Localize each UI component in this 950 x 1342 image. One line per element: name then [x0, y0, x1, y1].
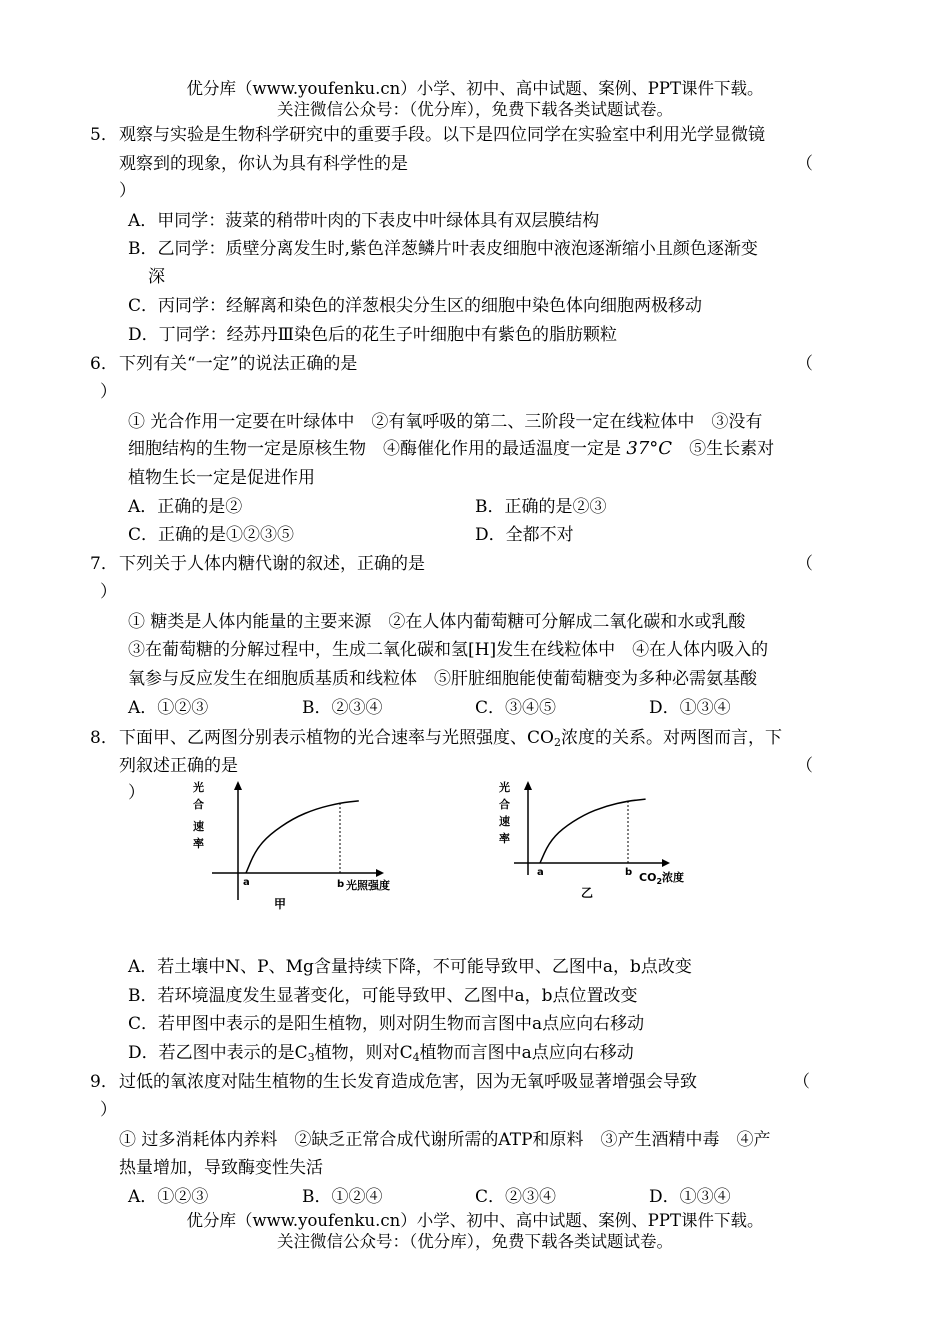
q7-items-line-3: 氧参与反应发生在细胞质基质和线粒体 ⑤肝脏细胞能使葡萄糖变为多种必需氨基酸 [128, 669, 757, 689]
q9-option-d: D．①③④ [649, 1187, 731, 1207]
q9-option-b: B．①②④ [302, 1187, 383, 1207]
q6-stem: 下列有关“一定”的说法正确的是 [119, 354, 358, 374]
chart-jia-ylabel-1: 光 [193, 781, 204, 794]
chart-yi-ylabel-2: 合 [499, 798, 510, 811]
q5-option-b-line-1: B．乙同学：质壁分离发生时,紫色洋葱鳞片叶表皮细胞中液泡逐渐缩小且颜色逐渐变 [128, 239, 758, 259]
q8-option-c: C．若甲图中表示的是阳生植物，则对阴生物而言图中a点应向右移动 [128, 1014, 645, 1034]
chart-yi-xlabel [639, 870, 684, 886]
chart-yi-curve [540, 799, 646, 863]
chart-yi-x-arrow [662, 859, 670, 867]
q8-option-a: A．若土壤中N、P、Mg含量持续下降，不可能导致甲、乙图中a，b点改变 [128, 957, 692, 977]
chart-jia-ylabel-2: 合 [193, 798, 204, 811]
chart-yi [488, 775, 728, 915]
footer-line-2: 关注微信公众号：（优分库），免费下载各类试题试卷。 [277, 1232, 673, 1251]
q8-paren-open: （ [796, 756, 813, 776]
q8-paren-close: ） [128, 783, 145, 803]
chart-jia-tick-b: b [337, 879, 345, 890]
q8-stem-line-2: 列叙述正确的是 [119, 756, 238, 776]
q6-temperature: 37°C [626, 438, 673, 459]
q5-option-a: A．甲同学：菠菜的稍带叶肉的下表皮中叶绿体具有双层膜结构 [128, 211, 600, 231]
chart-yi-ylabel-4: 率 [499, 832, 510, 845]
q6-paren-open: （ [796, 354, 813, 374]
header-line-2: 关注微信公众号：（优分库），免费下载各类试题试卷。 [277, 100, 673, 119]
q5-stem-line-1: 观察与实验是生物科学研究中的重要手段。以下是四位同学在实验室中利用光学显微镜 [119, 125, 765, 145]
chart-yi-y-arrow [524, 781, 532, 790]
chart-yi-xlabel-sub: 2 [656, 877, 663, 886]
q7-items-line-2: ③在葡萄糖的分解过程中，生成二氧化碳和氢[H]发生在线粒体中 ④在人体内吸入的 [128, 640, 769, 660]
chart-yi-xlabel-nongdu: 浓度 [662, 871, 685, 884]
q6-number: 6． [90, 354, 118, 374]
chart-yi-title: 乙 [581, 886, 594, 900]
q9-option-a: A．①②③ [128, 1187, 209, 1207]
q8-stem-1b: 浓度的关系。对两图而言，下 [560, 728, 782, 748]
q7-paren-open: （ [796, 554, 813, 574]
chart-jia-tick-a: a [243, 877, 250, 888]
q8-stem-line-1 [119, 727, 782, 749]
q7-items-line-1: ① 糖类是人体内能量的主要来源 ②在人体内葡萄糖可分解成二氧化碳和水或乳酸 [128, 612, 746, 632]
q8-option-d-sub3: 3 [307, 1051, 315, 1064]
q5-paren-close: ） [119, 181, 136, 201]
chart-jia [180, 775, 420, 915]
q8-number: 8． [90, 728, 118, 748]
q8-option-d-a: D．若乙图中表示的是C [128, 1043, 308, 1063]
q8-option-d [128, 1042, 634, 1064]
chart-jia-curve [246, 801, 359, 873]
q6-option-d: D．全都不对 [475, 525, 574, 545]
q9-paren-open: （ [793, 1072, 810, 1092]
q7-number: 7． [90, 554, 118, 574]
chart-yi-ylabel-1: 光 [499, 781, 510, 794]
q8-stem-co2-sub: 2 [553, 736, 561, 749]
header-line-1: 优分库（www.youfenku.cn）小学、初中、高中试题、案例、PPT课件下载。 [186, 79, 764, 98]
q7-stem: 下列关于人体内糖代谢的叙述，正确的是 [119, 554, 425, 574]
q6-items-line-2a: 细胞结构的生物一定是原核生物 ④酶催化作用的最适温度一定是 [128, 439, 627, 459]
q7-option-d: D．①③④ [649, 698, 731, 718]
q9-stem: 过低的氧浓度对陆生植物的生长发育造成危害，因为无氧呼吸显著增强会导致 [119, 1072, 697, 1092]
q9-items-line-1: ① 过多消耗体内养料 ②缺乏正常合成代谢所需的ATP和原料 ③产生酒精中毒 ④产 [119, 1130, 771, 1150]
q6-paren-close: ） [100, 382, 117, 402]
q5-option-b-line-2: 深 [148, 267, 165, 287]
q9-paren-close: ） [100, 1100, 117, 1120]
q8-option-d-c: 植物而言图中a点应向右移动 [419, 1043, 634, 1063]
chart-jia-y-arrow [234, 781, 242, 790]
q9-items-line-2: 热量增加，导致酶变性失活 [119, 1158, 323, 1178]
chart-yi-xlabel-co: CO [639, 871, 657, 884]
q9-option-c: C．②③④ [475, 1187, 557, 1207]
q6-option-b: B．正确的是②③ [475, 497, 607, 517]
chart-yi-tick-a: a [537, 867, 544, 878]
q5-option-c: C．丙同学：经解离和染色的洋葱根尖分生区的细胞中染色体向细胞两极移动 [128, 296, 703, 316]
q8-option-d-b: 植物，则对C [314, 1043, 413, 1063]
q7-option-a: A．①②③ [128, 698, 209, 718]
q6-option-a: A．正确的是② [128, 497, 243, 517]
chart-yi-tick-b: b [625, 867, 633, 878]
chart-jia-title: 甲 [274, 897, 287, 911]
q6-items-line-2b: ⑤生长素对 [672, 439, 775, 459]
footer-line-1: 优分库（www.youfenku.cn）小学、初中、高中试题、案例、PPT课件下载。 [186, 1211, 764, 1230]
q6-option-c: C．正确的是①②③⑤ [128, 525, 295, 545]
q5-paren-open: （ [796, 154, 813, 174]
q5-option-d: D．丁同学：经苏丹Ⅲ染色后的花生子叶细胞中有紫色的脂肪颗粒 [128, 325, 618, 345]
q7-option-c: C．③④⑤ [475, 698, 557, 718]
chart-jia-x-arrow [376, 869, 384, 877]
q8-option-b: B．若环境温度发生显著变化，可能导致甲、乙图中a，b点位置改变 [128, 986, 638, 1006]
chart-jia-xlabel: 光照强度 [346, 879, 390, 892]
q6-items-line-1: ① 光合作用一定要在叶绿体中 ②有氧呼吸的第二、三阶段一定在线粒体中 ③没有 [128, 412, 763, 432]
q6-items-line-2 [128, 438, 774, 460]
chart-jia-ylabel-4: 率 [193, 837, 204, 850]
q8-option-d-sub4: 4 [412, 1051, 420, 1064]
q5-stem-line-2: 观察到的现象，你认为具有科学性的是 [119, 154, 408, 174]
q7-paren-close: ） [100, 582, 117, 602]
chart-jia-ylabel-3: 速 [193, 820, 204, 833]
q9-number: 9． [90, 1072, 118, 1092]
q6-items-line-3: 植物生长一定是促进作用 [128, 468, 315, 488]
q7-option-b: B．②③④ [302, 698, 383, 718]
q8-stem-1a: 下面甲、乙两图分别表示植物的光合速率与光照强度、CO [119, 728, 554, 748]
q5-number: 5． [90, 125, 118, 145]
chart-yi-ylabel-3: 速 [499, 815, 510, 828]
